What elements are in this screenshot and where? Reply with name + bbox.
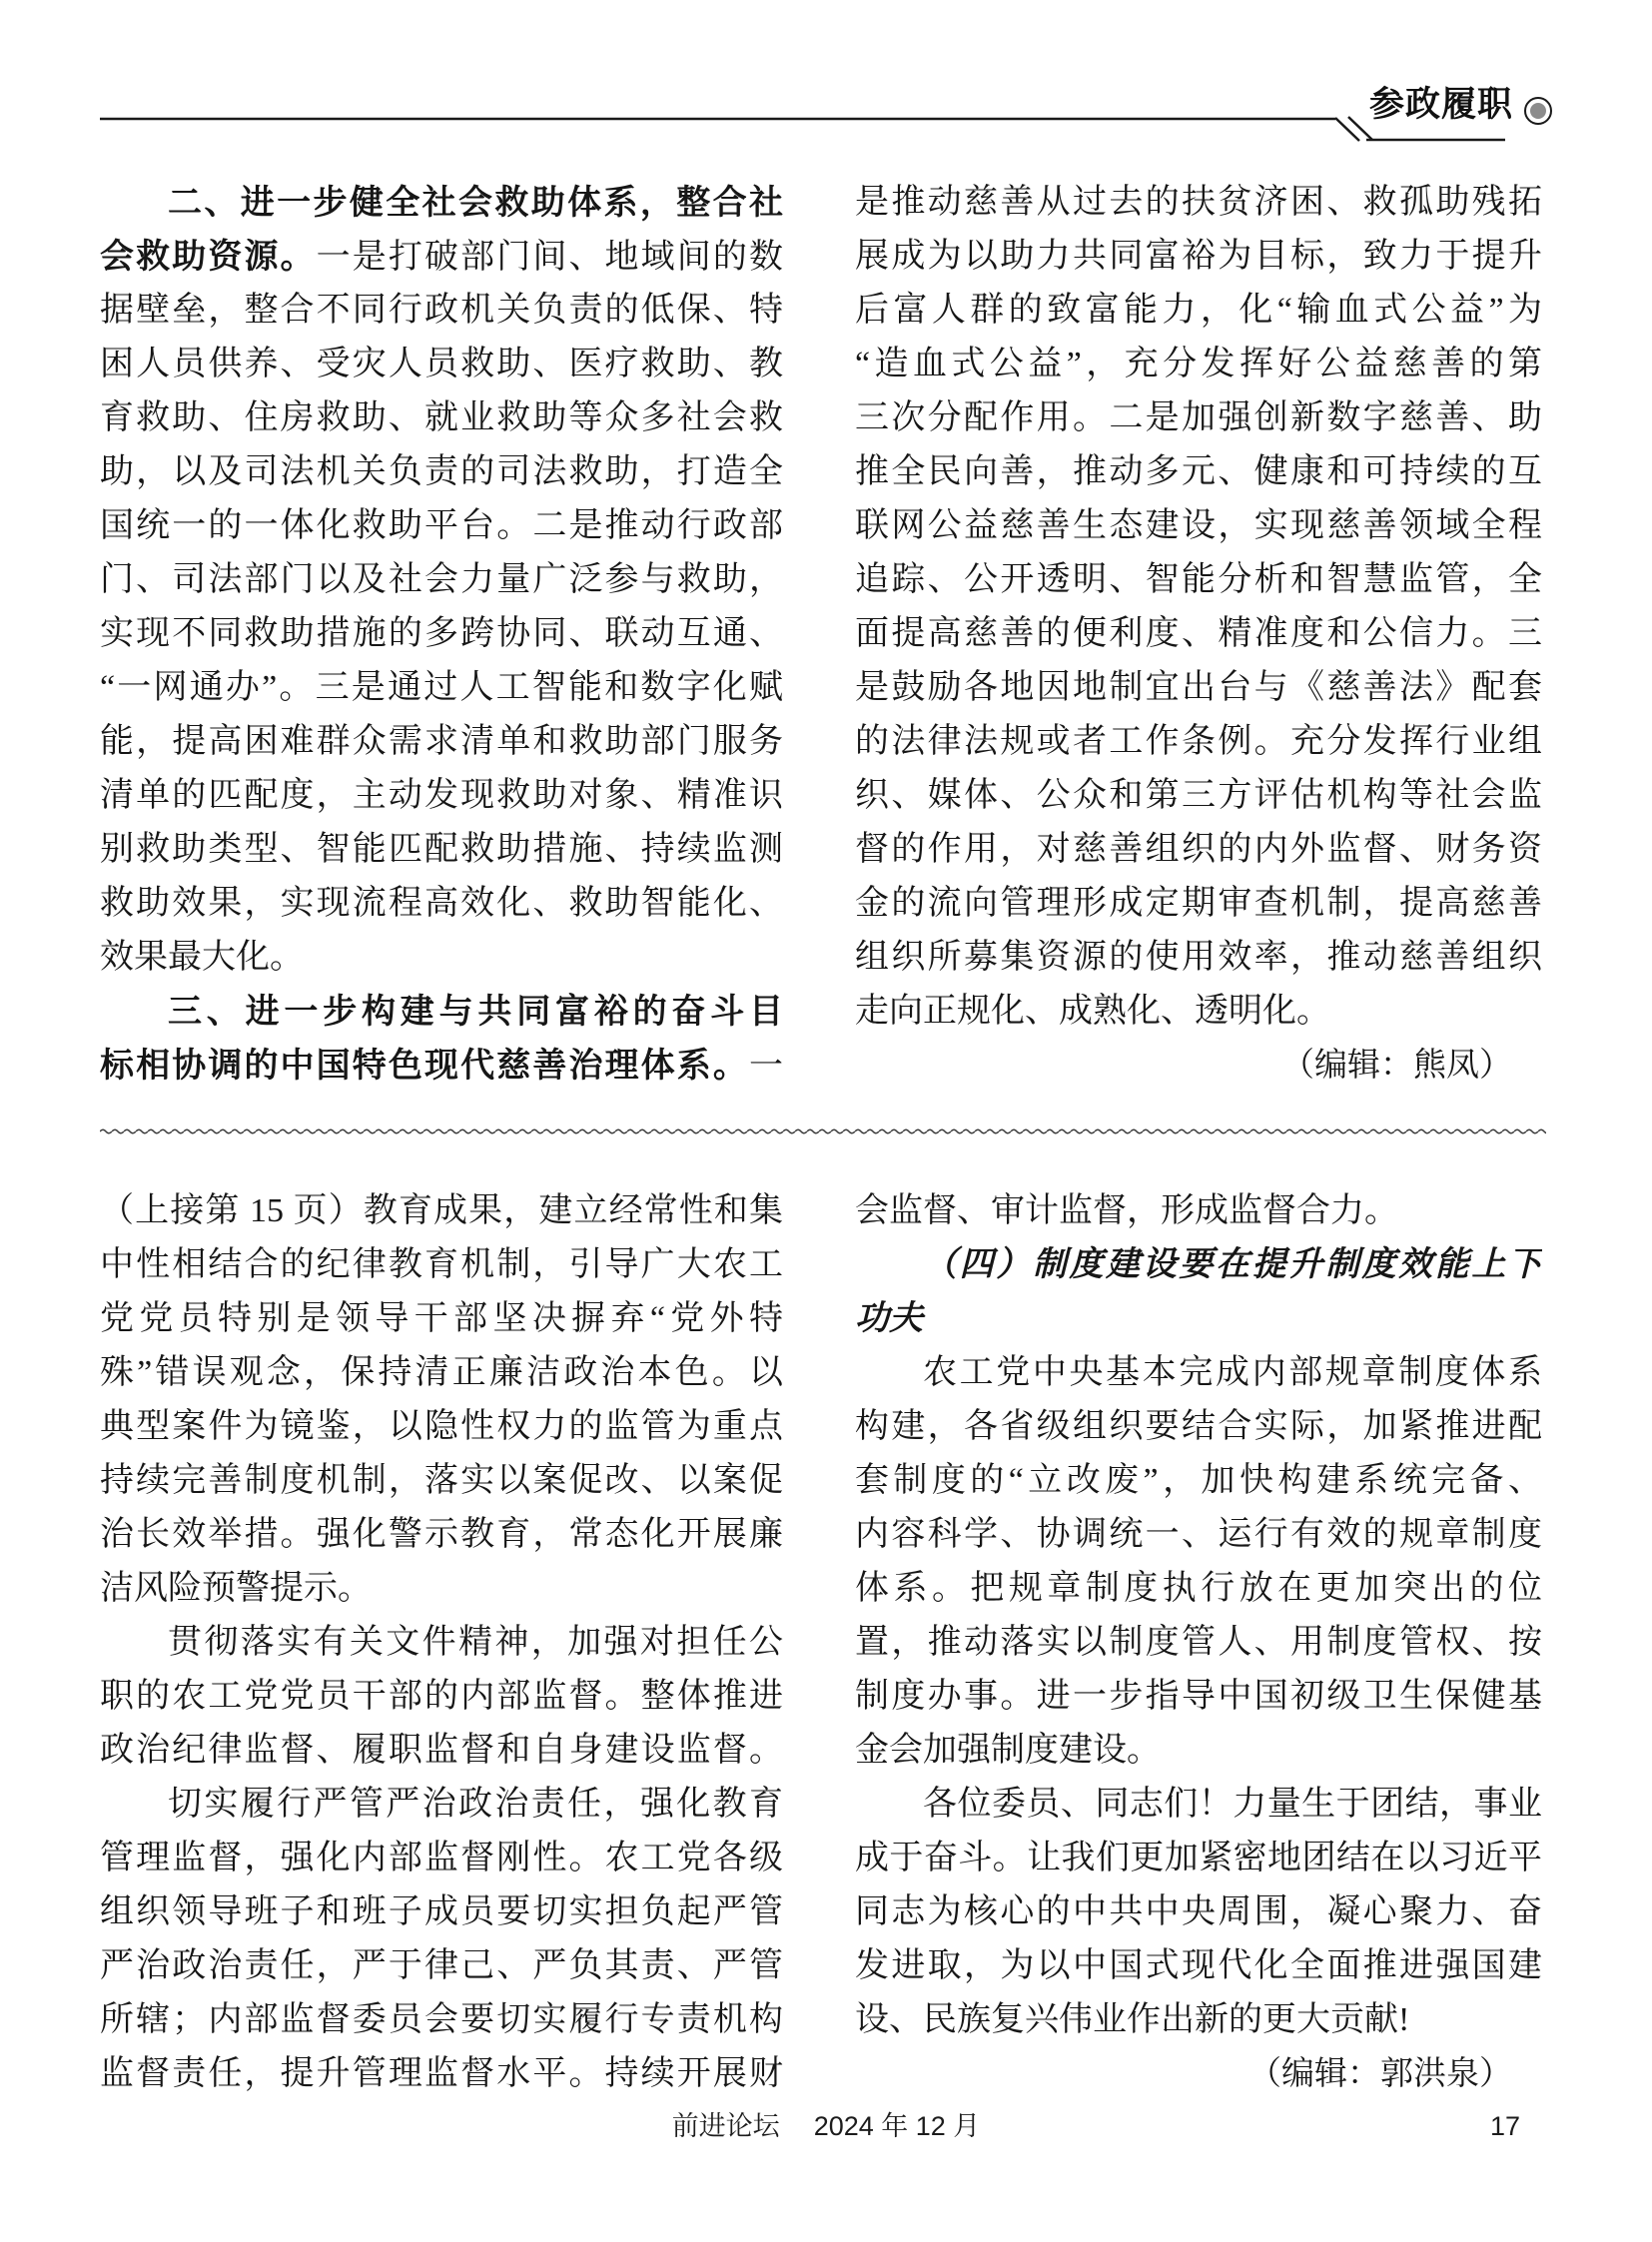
text-segment: 各位委员、同志们！力量生于团结，事业 bbox=[923, 1786, 1542, 1823]
text-segment: 成于奋斗。让我们更加紧密地团结在以习近平 bbox=[855, 1840, 1542, 1876]
text-line bbox=[855, 338, 1542, 391]
text-segment: （四）制度建设要在提升制度效能上下 bbox=[923, 1246, 1542, 1283]
text-line bbox=[855, 1885, 1542, 1939]
text-line bbox=[100, 1993, 783, 2047]
text-line bbox=[100, 1454, 783, 1508]
text-line bbox=[100, 338, 783, 391]
text-line bbox=[855, 1832, 1542, 1885]
text-segment: 治长效举措。强化警示教育，常态化开展廉 bbox=[100, 1516, 783, 1553]
text-line bbox=[100, 1508, 783, 1562]
text-segment: 金的流向管理形成定期审查机制，提高慈善 bbox=[855, 885, 1542, 922]
text-line bbox=[100, 985, 783, 1039]
text-line bbox=[855, 985, 1542, 1039]
text-segment: 内容科学、协调统一、运行有效的规章制度 bbox=[855, 1516, 1542, 1553]
text-segment: 标相协调的中国特色现代慈善治理体系。 bbox=[100, 1047, 749, 1085]
text-segment: （编辑：郭洪泉） bbox=[1248, 2056, 1512, 2092]
issue-date: 2024 年 12 月 bbox=[813, 2111, 981, 2141]
text-line bbox=[855, 661, 1542, 715]
text-line bbox=[100, 499, 783, 553]
text-segment: “造血式公益”，充分发挥好公益慈善的第 bbox=[855, 346, 1542, 382]
text-segment: 督的作用，对慈善组织的内外监督、财务资 bbox=[855, 831, 1542, 868]
text-line bbox=[855, 1454, 1542, 1508]
text-segment: 实现不同救助措施的多跨协同、联动互通、 bbox=[100, 615, 783, 652]
article-top-right-column bbox=[855, 176, 1542, 1093]
article-top-left-column bbox=[100, 176, 783, 1093]
text-line bbox=[855, 1670, 1542, 1724]
text-segment: 面提高慈善的便利度、精准度和公信力。三 bbox=[855, 615, 1542, 652]
header-rule bbox=[0, 0, 1652, 160]
text-line bbox=[100, 445, 783, 499]
text-line bbox=[100, 1292, 783, 1346]
text-segment: 构建，各省级组织要结合实际，加紧推进配 bbox=[855, 1408, 1542, 1445]
text-segment: 会监督、审计监督，形成监督合力。 bbox=[855, 1192, 1398, 1229]
text-line bbox=[100, 1832, 783, 1885]
text-line bbox=[100, 176, 783, 230]
text-line bbox=[100, 284, 783, 338]
text-line bbox=[855, 499, 1542, 553]
text-segment: 置，推动落实以制度管人、用制度管权、按 bbox=[855, 1624, 1542, 1661]
text-line bbox=[100, 1238, 783, 1292]
section-title: 参政履职 bbox=[1369, 85, 1514, 124]
text-line bbox=[100, 2047, 783, 2101]
text-segment: 监督责任，提升管理监督水平。持续开展财 bbox=[100, 2055, 783, 2092]
text-line bbox=[855, 391, 1542, 445]
text-line bbox=[855, 769, 1542, 823]
text-segment: 严治政治责任，严于律己、严负其责、严管 bbox=[100, 1947, 783, 1984]
text-segment: 清单的匹配度，主动发现救助对象、精准识 bbox=[100, 777, 783, 814]
text-segment: 追踪、公开透明、智能分析和智慧监管，全 bbox=[855, 561, 1542, 598]
text-line bbox=[100, 607, 783, 661]
text-segment: 持续完善制度机制，落实以案促改、以案促 bbox=[100, 1462, 783, 1499]
text-line bbox=[855, 230, 1542, 284]
text-segment: 中性相结合的纪律教育机制，引导广大农工 bbox=[100, 1246, 783, 1283]
text-segment: 能，提高困难群众需求清单和救助部门服务 bbox=[100, 723, 783, 760]
text-line bbox=[855, 2047, 1542, 2101]
text-line bbox=[100, 1670, 783, 1724]
section-badge-icon bbox=[1524, 97, 1552, 125]
text-line bbox=[855, 715, 1542, 769]
text-line bbox=[855, 1346, 1542, 1400]
text-segment: 管理监督，强化内部监督刚性。农工党各级 bbox=[100, 1840, 783, 1876]
text-segment: 设、民族复兴伟业作出新的更大贡献! bbox=[855, 2001, 1410, 2038]
text-line bbox=[855, 1292, 1542, 1346]
text-line bbox=[100, 230, 783, 284]
text-segment: 是推动慈善从过去的扶贫济困、救孤助残拓 bbox=[855, 184, 1542, 221]
text-segment: 助，以及司法机关负责的司法救助，打造全 bbox=[100, 453, 783, 490]
text-line bbox=[855, 176, 1542, 230]
text-segment: 别救助类型、智能匹配救助措施、持续监测 bbox=[100, 831, 783, 868]
text-line bbox=[100, 661, 783, 715]
text-line bbox=[855, 931, 1542, 985]
text-segment: 一 bbox=[749, 1048, 783, 1085]
text-segment: 典型案件为镜鉴，以隐性权力的监管为重点 bbox=[100, 1408, 783, 1445]
text-segment: 切实履行严管严治政治责任，强化教育 bbox=[168, 1786, 783, 1823]
text-segment: 制度办事。进一步指导中国初级卫生保健基 bbox=[855, 1678, 1542, 1715]
text-line bbox=[100, 1400, 783, 1454]
text-line bbox=[100, 931, 783, 985]
text-segment: “一网通办”。三是通过人工智能和数字化赋 bbox=[100, 669, 783, 706]
text-line bbox=[855, 877, 1542, 931]
badge-dot-icon bbox=[1530, 103, 1546, 119]
text-segment: 据壁垒，整合不同行政机关负责的低保、特 bbox=[100, 292, 783, 329]
text-segment: 殊”错误观念，保持清正廉洁政治本色。以 bbox=[100, 1354, 783, 1391]
article-bottom-left-column bbox=[100, 1184, 783, 2101]
text-line bbox=[855, 284, 1542, 338]
text-segment: 金会加强制度建设。 bbox=[855, 1732, 1161, 1769]
text-segment: 救助效果，实现流程高效化、救助智能化、 bbox=[100, 885, 783, 922]
text-segment: 体系。把规章制度执行放在更加突出的位 bbox=[855, 1570, 1542, 1607]
text-segment: 发进取，为以中国式现代化全面推进强国建 bbox=[855, 1947, 1542, 1984]
text-segment: 效果最大化。 bbox=[100, 939, 304, 976]
text-segment: 政治纪律监督、履职监督和自身建设监督。 bbox=[100, 1732, 783, 1769]
text-line bbox=[855, 607, 1542, 661]
text-segment: 国统一的一体化救助平台。二是推动行政部 bbox=[100, 507, 783, 544]
text-segment: 育救助、住房救助、就业救助等众多社会救 bbox=[100, 399, 783, 436]
text-segment: 展成为以助力共同富裕为目标，致力于提升 bbox=[855, 238, 1542, 275]
text-segment: 洁风险预警提示。 bbox=[100, 1570, 372, 1607]
text-segment: （编辑：熊凤） bbox=[1281, 1048, 1512, 1084]
text-line bbox=[100, 1724, 783, 1778]
text-line bbox=[855, 553, 1542, 607]
text-segment: 一是打破部门间、地域间的数 bbox=[316, 239, 783, 276]
text-line bbox=[100, 823, 783, 877]
text-line bbox=[100, 715, 783, 769]
text-segment: 套制度的“立改废”，加快构建系统完备、 bbox=[855, 1462, 1542, 1499]
text-line bbox=[100, 391, 783, 445]
text-segment: （上接第 15 页）教育成果，建立经常性和集 bbox=[100, 1192, 783, 1229]
text-segment: 困人员供养、受灾人员救助、医疗救助、教 bbox=[100, 346, 783, 382]
text-line bbox=[100, 1039, 783, 1093]
footer-journal-line bbox=[0, 2109, 1652, 2143]
text-segment: 会救助资源。 bbox=[100, 238, 317, 276]
text-segment: 组织所募集资源的使用效率，推动慈善组织 bbox=[855, 939, 1542, 976]
text-segment: 联网公益慈善生态建设，实现慈善领域全程 bbox=[855, 507, 1542, 544]
page-footer bbox=[0, 2109, 1652, 2149]
text-line bbox=[100, 1778, 783, 1832]
text-segment: 织、媒体、公众和第三方评估机构等社会监 bbox=[855, 777, 1542, 814]
text-line bbox=[100, 769, 783, 823]
text-segment: 所辖；内部监督委员会要切实履行专责机构 bbox=[100, 2001, 783, 2038]
text-segment: 门、司法部门以及社会力量广泛参与救助， bbox=[100, 561, 783, 598]
text-line bbox=[100, 1346, 783, 1400]
text-line bbox=[100, 1562, 783, 1616]
text-segment: 职的农工党党员干部的内部监督。整体推进 bbox=[100, 1678, 783, 1715]
text-segment: 走向正规化、成熟化、透明化。 bbox=[855, 993, 1330, 1030]
text-line bbox=[855, 1562, 1542, 1616]
text-line bbox=[855, 1724, 1542, 1778]
text-line bbox=[855, 1778, 1542, 1832]
journal-name: 前进论坛 bbox=[671, 2111, 780, 2141]
text-segment: 后富人群的致富能力，化“输血式公益”为 bbox=[855, 292, 1542, 329]
text-segment: 二、进一步健全社会救助体系，整合社 bbox=[168, 184, 783, 222]
text-segment: 党党员特别是领导干部坚决摒弃“党外特 bbox=[100, 1300, 783, 1337]
text-line bbox=[855, 1039, 1542, 1093]
text-line bbox=[100, 1885, 783, 1939]
text-segment: 三次分配作用。二是加强创新数字慈善、助 bbox=[855, 399, 1542, 436]
text-segment: 推全民向善，推动多元、健康和可持续的互 bbox=[855, 453, 1542, 490]
text-line bbox=[100, 877, 783, 931]
text-line bbox=[855, 1400, 1542, 1454]
text-segment: 是鼓励各地因地制宜出台与《慈善法》配套 bbox=[855, 669, 1542, 706]
text-line bbox=[100, 1616, 783, 1670]
article-bottom-right-column bbox=[855, 1184, 1542, 2101]
text-line bbox=[855, 1184, 1542, 1238]
text-line bbox=[100, 553, 783, 607]
text-line bbox=[855, 445, 1542, 499]
text-line bbox=[100, 1939, 783, 1993]
text-line bbox=[855, 1939, 1542, 1993]
wavy-divider-icon bbox=[100, 1126, 1546, 1136]
text-line bbox=[855, 1238, 1542, 1292]
text-segment: 三、进一步构建与共同富裕的奋斗目 bbox=[168, 993, 783, 1031]
text-segment: 农工党中央基本完成内部规章制度体系 bbox=[923, 1354, 1542, 1391]
page-number: 17 bbox=[1489, 2111, 1520, 2141]
text-line bbox=[100, 1184, 783, 1238]
text-segment: 功夫 bbox=[855, 1300, 923, 1337]
text-segment: 组织领导班子和班子成员要切实担负起严管 bbox=[100, 1893, 783, 1930]
text-line bbox=[855, 1993, 1542, 2047]
text-segment: 同志为核心的中共中央周围，凝心聚力、奋 bbox=[855, 1893, 1542, 1930]
text-segment: 贯彻落实有关文件精神，加强对担任公 bbox=[168, 1624, 783, 1661]
text-line bbox=[855, 1508, 1542, 1562]
text-line bbox=[855, 823, 1542, 877]
text-segment: 的法律法规或者工作条例。充分发挥行业组 bbox=[855, 723, 1542, 760]
text-line bbox=[855, 1616, 1542, 1670]
